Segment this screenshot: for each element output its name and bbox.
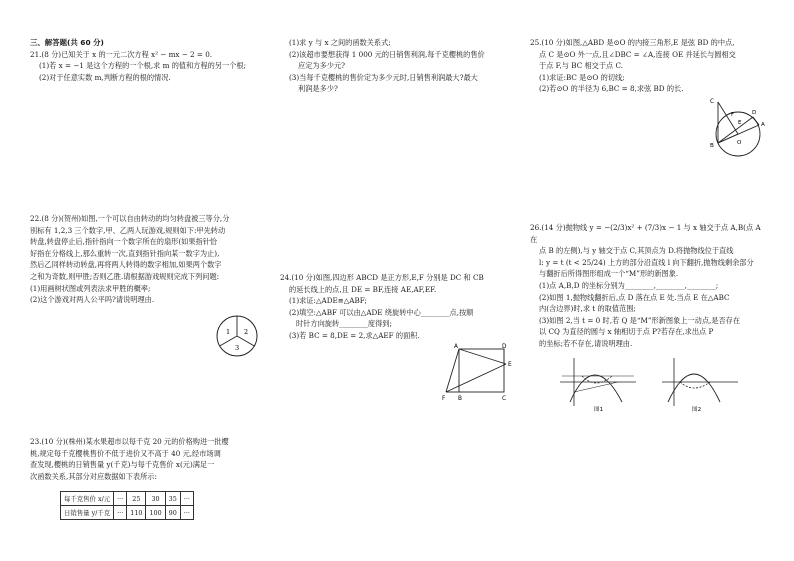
q23-part3-cont: 利润是多少?: [298, 84, 338, 94]
q25-line: (2)若⊙O 的半径为 6,BC = 8,求弦 BD 的长.: [539, 84, 684, 94]
section-title: 三、解答题(共 60 分): [30, 38, 104, 47]
figure-caption: 图1: [594, 407, 604, 413]
point-label: A: [761, 122, 765, 128]
parabola-figure-1: [556, 356, 640, 414]
price-sales-table: [60, 491, 194, 520]
q24-block: [280, 272, 520, 342]
q24-part2-cont: 时针方向旋转________度得到;: [296, 319, 392, 329]
q23-part2-cont: 应定为多少元?: [298, 61, 345, 71]
point-label: D: [752, 110, 757, 116]
q23-line: 查发现,樱桃的日销售量 y(千克)与每千克售价 x(元)满足一: [30, 460, 215, 470]
q22-line: (1)用画树状图或列表法求甲胜的概率;: [30, 283, 151, 293]
q26-line: l: y = t (t < 25/24) 上方的部分沿直线 l 向下翻折,抛物线剩余部分: [539, 257, 754, 267]
table-cell: ···: [114, 492, 127, 506]
q23-block: [30, 436, 270, 482]
q22-line: 别标有 1,2,3 三个数字,甲、乙两人玩游戏,规则如下:甲先转动: [30, 225, 226, 235]
table-cell: 25: [127, 492, 146, 506]
q26-line: 26.(14 分)抛物线 y = −(2/3)x² + (7/3)x − 1 与 x 轴交于点 A,B(点 A 在: [530, 223, 761, 244]
q25-line: 于点 F,与 BC 相交于点 C.: [539, 61, 624, 71]
q26-line: 点 B 的左侧),与 y 轴交于点 C,其顶点为 D.将抛物线位于直线: [539, 246, 734, 256]
q22-line: 然后乙同样转动转盘,再将两人转得的数字相加,如果两个数字: [30, 260, 222, 270]
q22-line: 转盘,转盘停止后,指针指向一个数字所在的扇形(如果指针恰: [30, 237, 218, 247]
q23-part3: (3)当每千克樱桃的售价定为多少元时,日销售利润最大?最大: [289, 72, 478, 82]
table-cell: 100: [146, 506, 165, 520]
q26-line: 以 CQ 为直径的圆与 x 轴相切于点 P?若存在,求出点 P: [539, 327, 714, 337]
spinner-label: 3: [235, 344, 240, 352]
vertex-label: B: [458, 396, 462, 402]
table-row-header: 日销售量 y/千克: [61, 506, 114, 520]
q24-stem-cont: 的延长线上的点,且 DE = BF,连接 AE,AF,EF.: [289, 284, 437, 294]
q26-line: 内(含边界)时,求 t 的取值范围;: [539, 304, 636, 314]
spinner-figure: [214, 313, 260, 359]
q26-line: (2)如图 1,抛物线翻折后,点 D 落在点 E 处.当点 E 在△ABC: [539, 292, 730, 302]
table-cell: ···: [180, 506, 193, 520]
table-cell: 90: [165, 506, 180, 520]
q23-line: 桃,规定每千克樱桃售价不低于进价又不高于 40 元,经市场调: [30, 448, 221, 458]
q23-continued: [289, 37, 517, 95]
q26-block: [530, 222, 770, 350]
q26-line: 与翻折后所得图形组成一个“M”形的新图象.: [539, 269, 679, 279]
point-label: C: [710, 99, 715, 105]
q26-line: (3)如图 2,当 t = 0 时,若 Q 是“M”形新图象上一动点,是否存在: [539, 315, 741, 325]
q21-part1: (1)若 x = −1 是这个方程的一个根,求 m 的值和方程的另一个根;: [39, 61, 247, 71]
q22-line: 之和为奇数,则甲胜;否则乙胜.请根据游戏规则完成下列问题:: [30, 271, 220, 281]
q22-line: 好指在分格线上,那么重转一次,直到指针指向某一数字为止),: [30, 248, 220, 258]
q21-part2: (2)对于任意实数 m,判断方程的根的情况.: [39, 72, 171, 82]
q22-line: 22.(8 分)(贺州)如图,一个可以自由转动的均匀转盘被三等分,分: [30, 214, 230, 223]
point-label: E: [738, 120, 742, 126]
vertex-label: D: [502, 344, 507, 350]
table-row: [61, 492, 194, 506]
table-row-header: 每千克售价 x/元: [61, 492, 114, 506]
q23-line: 次函数关系,其部分对应数据如下表所示:: [30, 471, 157, 481]
q23-part1: (1)求 y 与 x 之间的函数关系式;: [289, 38, 391, 47]
q22-block: [30, 213, 270, 306]
point-label: O: [737, 140, 742, 146]
vertex-label: E: [508, 362, 512, 368]
q24-part2: (2)填空:△ABF 可以由△ADE 绕旋转中心________点,按顺: [289, 307, 474, 317]
spinner-label: 2: [244, 328, 249, 336]
point-label: F: [731, 112, 735, 118]
q21-stem: 21.(8 分)已知关于 x 的一元二次方程 x² − mx − 2 = 0.: [30, 49, 213, 59]
table-cell: ···: [180, 492, 193, 506]
q23-line: 23.(10 分)(株州)某水果超市以每千克 20 元的价格购进一批樱: [30, 437, 229, 446]
q24-stem: 24.(10 分)如图,四边形 ABCD 是正方形,E,F 分别是 DC 和 CB: [280, 273, 484, 282]
point-label: B: [710, 143, 714, 149]
vertex-label: C: [502, 396, 507, 402]
table-cell: 30: [146, 492, 165, 506]
parabola-figure-2: [658, 356, 742, 414]
q24-part3: (3)若 BC = 8,DE = 2,求△AEF 的面积.: [289, 330, 420, 340]
figure-caption: 图2: [692, 407, 702, 413]
table-cell: 35: [165, 492, 180, 506]
q25-line: 25.(10 分)如图,△ABD 是⊙O 的内接三角形,E 是弦 BD 的中点,: [530, 38, 735, 47]
q25-line: (1)求证:BC 是⊙O 的切线;: [539, 72, 625, 82]
table-row: [61, 506, 194, 520]
vertex-label: A: [454, 344, 458, 350]
circle-tangent-figure: [700, 94, 770, 162]
q24-part1: (1)求证:△ADE≌△ABF;: [289, 296, 367, 306]
q23-part2: (2)该超市要想获得 1 000 元的日销售利润,每千克樱桃的售价: [289, 49, 485, 59]
spinner-label: 1: [226, 328, 231, 336]
q26-line: (1)点 A,B,D 的坐标分别为________,________,________;: [539, 280, 719, 290]
q26-line: 的坐标;若不存在,请说明理由.: [539, 338, 633, 348]
q22-line: (2)这个游戏对两人公平吗?请说明理由.: [30, 295, 155, 305]
q25-line: 点 C 是⊙O 外一点,且∠DBC = ∠A,连接 OE 并延长与圆相交: [539, 49, 736, 59]
square-figure: [438, 340, 520, 404]
table-cell: ···: [114, 506, 127, 520]
vertex-label: F: [442, 396, 446, 402]
column-1: [30, 37, 262, 83]
q25-block: [530, 37, 770, 95]
table-cell: 110: [127, 506, 146, 520]
